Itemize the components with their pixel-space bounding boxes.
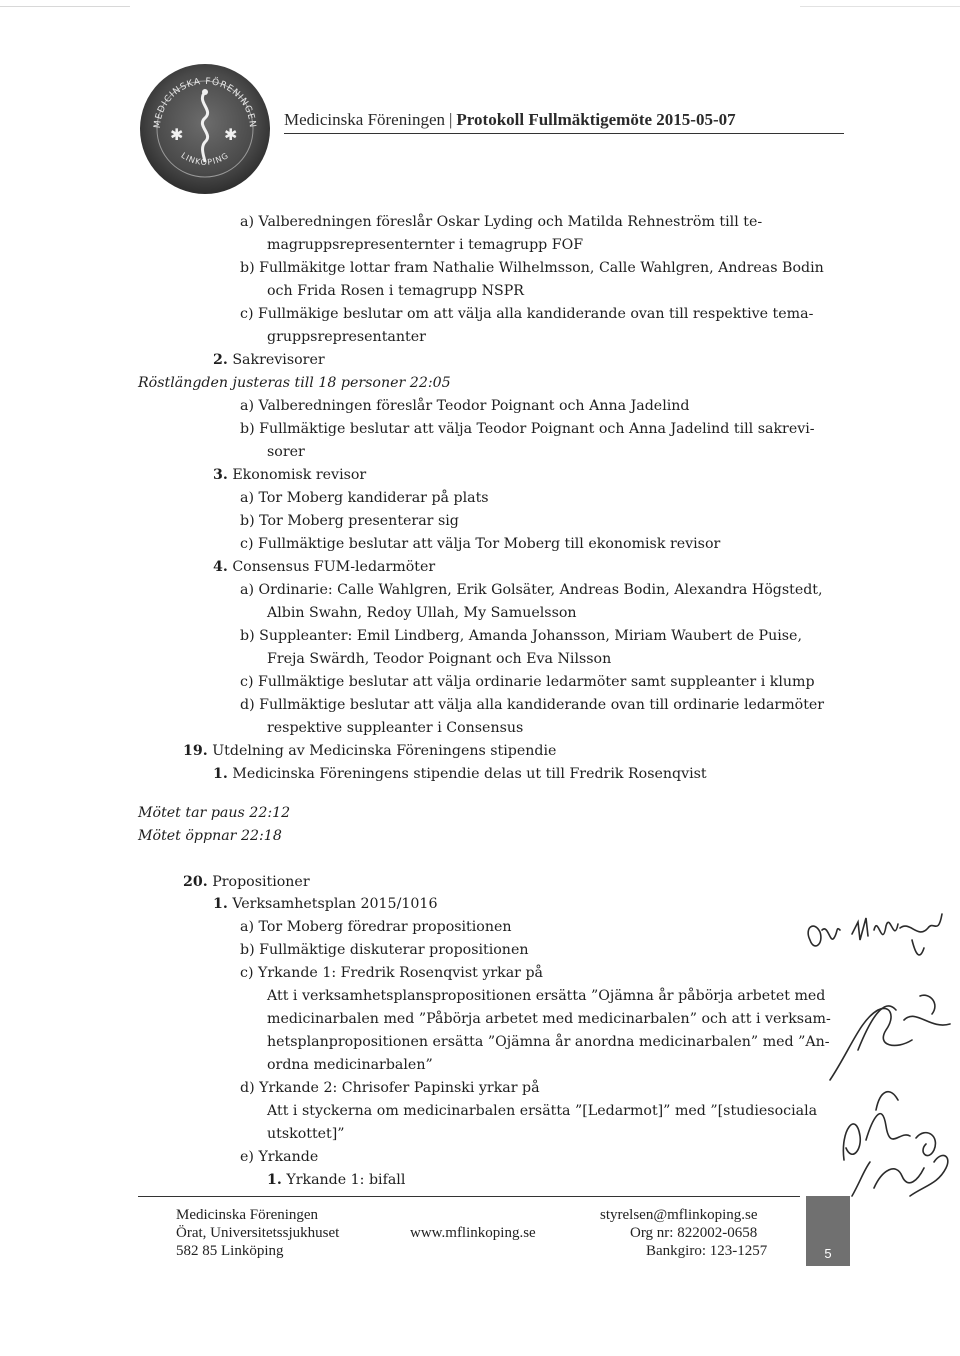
- protocol-line: [240, 511, 459, 531]
- session-note: [138, 373, 451, 393]
- header-org: Medicinska Föreningen: [284, 110, 445, 129]
- line-text: e) Yrkande: [240, 1149, 319, 1165]
- item-number: 1.: [213, 896, 228, 912]
- session-note: [138, 803, 290, 823]
- line-text: Medicinska Föreningens stipendie delas ut till Fredrik Rosenqvist: [232, 766, 707, 782]
- protocol-line: [240, 940, 528, 960]
- line-text: a) Valberedningen föreslår Teodor Poignant och Anna Jadelind: [240, 398, 690, 414]
- line-text: sorer: [267, 444, 305, 460]
- line-text: Sakrevisorer: [232, 352, 325, 368]
- footer-rule: [138, 1196, 800, 1197]
- protocol-line: [240, 580, 823, 600]
- line-text: a) Valberedningen föreslår Oskar Lyding och Matilda Rehneström till te-: [240, 214, 763, 230]
- line-text: c) Fullmäktige beslutar att välja Tor Moberg till ekonomisk revisor: [240, 536, 721, 552]
- line-text: Yrkande 1: bifall: [286, 1172, 406, 1188]
- protocol-line: [240, 258, 824, 278]
- header-separator: |: [449, 110, 453, 129]
- protocol-line: [213, 465, 366, 485]
- protocol-line: [267, 1032, 830, 1052]
- footer-org-number: Org nr: 822002-0658: [630, 1225, 758, 1241]
- line-text: d) Yrkande 2: Chrisofer Papinski yrkar på: [240, 1080, 540, 1096]
- line-text: a) Tor Moberg föredrar propositionen: [240, 919, 512, 935]
- top-edge-line: [0, 6, 130, 7]
- protocol-line: [213, 894, 437, 914]
- line-text: c) Fullmäktige beslutar att välja ordinarie ledarmöter samt suppleanter i klump: [240, 674, 815, 690]
- protocol-line: [240, 1078, 540, 1098]
- line-text: b) Fullmäktige diskuterar propositionen: [240, 942, 529, 958]
- logo-text-top: MEDICINSKA FÖRENINGEN: [152, 76, 258, 129]
- footer-org-name: Medicinska Föreningen: [176, 1207, 319, 1223]
- line-text: Röstlängden justeras till 18 personer 22:05: [138, 375, 451, 391]
- footer-website-link[interactable]: www.mflinkoping.se: [410, 1225, 536, 1241]
- line-text: Att i styckerna om medicinarbalen ersätta ”[Ledarmot]” med ”[studiesociala: [267, 1103, 818, 1119]
- line-text: och Frida Rosen i temagrupp NSPR: [267, 283, 524, 299]
- logo-text-bottom: LINKÖPING: [179, 150, 231, 167]
- svg-text:✱: ✱: [170, 125, 184, 144]
- protocol-line: [240, 488, 489, 508]
- protocol-line: [240, 212, 762, 232]
- line-text: Att i verksamhetsplanspropositionen ersätta ”Ojämna år påbörja arbetet med: [267, 988, 826, 1004]
- protocol-line: [267, 649, 611, 669]
- line-text: respektive suppleanter i Consensus: [267, 720, 524, 736]
- protocol-line: [240, 917, 512, 937]
- item-number: 3.: [213, 467, 228, 483]
- protocol-line: [240, 396, 690, 416]
- protocol-line: [267, 281, 524, 301]
- line-text: Propositioner: [212, 874, 310, 890]
- protocol-line: [267, 718, 523, 738]
- item-number: 4.: [213, 559, 228, 575]
- protocol-line: [213, 350, 325, 370]
- protocol-line: [213, 764, 707, 784]
- handwritten-signatures: [800, 900, 958, 1200]
- line-text: Utdelning av Medicinska Föreningens stipendie: [212, 743, 557, 759]
- header-title: Protokoll Fullmäktigemöte 2015-05-07: [456, 110, 736, 129]
- line-text: b) Fullmäktige beslutar att välja Teodor Poignant och Anna Jadelind till sakrevi-: [240, 421, 815, 437]
- protocol-line: [240, 304, 813, 324]
- footer-email-link[interactable]: styrelsen@mflinkoping.se: [600, 1207, 758, 1223]
- line-text: Ekonomisk revisor: [232, 467, 367, 483]
- line-text: hetsplanpropositionen ersätta ”Ojämna år anordna medicinarbalen” med ”An-: [267, 1034, 830, 1050]
- line-text: b) Tor Moberg presenterar sig: [240, 513, 459, 529]
- line-text: a) Tor Moberg kandiderar på plats: [240, 490, 489, 506]
- line-text: a) Ordinarie: Calle Wahlgren, Erik Golsäter, Andreas Bodin, Alexandra Högstedt,: [240, 582, 823, 598]
- line-text: b) Fullmäkitge lottar fram Nathalie Wilhelmsson, Calle Wahlgren, Andreas Bodin: [240, 260, 824, 276]
- line-text: c) Fullmäkige beslutar om att välja alla kandiderande ovan till respektive tema-: [240, 306, 814, 322]
- footer-address: Örat, Universitetssjukhuset: [176, 1225, 340, 1241]
- line-text: b) Suppleanter: Emil Lindberg, Amanda Johansson, Miriam Waubert de Puise,: [240, 628, 802, 644]
- protocol-line: [240, 534, 720, 554]
- page-header: [284, 110, 736, 130]
- protocol-line: [240, 626, 802, 646]
- page-number: 5: [824, 1246, 832, 1261]
- footer-bankgiro: Bankgiro: 123-1257: [646, 1243, 768, 1259]
- line-text: c) Yrkande 1: Fredrik Rosenqvist yrkar på: [240, 965, 544, 981]
- line-text: Albin Swahn, Redoy Ullah, My Samuelsson: [267, 605, 577, 621]
- protocol-line: [267, 603, 577, 623]
- protocol-line: [267, 986, 825, 1006]
- item-number: 1.: [213, 766, 228, 782]
- protocol-line: [267, 1124, 345, 1144]
- line-text: d) Fullmäktige beslutar att välja alla kandiderande ovan till ordinarie ledarmöter: [240, 697, 825, 713]
- line-text: ordna medicinarbalen”: [267, 1057, 433, 1073]
- line-text: Mötet tar paus 22:12: [138, 805, 291, 821]
- svg-text:✱: ✱: [224, 125, 238, 144]
- protocol-line: [213, 557, 435, 577]
- line-text: gruppsrepresentanter: [267, 329, 426, 345]
- protocol-line: [240, 963, 543, 983]
- session-note: [138, 826, 282, 846]
- protocol-line: [267, 327, 426, 347]
- line-text: magruppsrepresenternter i temagrupp FOF: [267, 237, 584, 253]
- protocol-line: [267, 1170, 405, 1190]
- line-text: medicinarbalen med ”Påbörja arbetet med medicinarbalen” och att i verksam-: [267, 1011, 831, 1027]
- line-text: Mötet öppnar 22:18: [138, 828, 282, 844]
- line-text: utskottet]”: [267, 1126, 345, 1142]
- line-text: Consensus FUM-ledarmöter: [232, 559, 436, 575]
- item-number: 19.: [183, 743, 208, 759]
- protocol-line: [240, 419, 815, 439]
- line-text: Freja Swärdh, Teodor Poignant och Eva Nilsson: [267, 651, 612, 667]
- protocol-line: [267, 442, 305, 462]
- protocol-line: [267, 235, 583, 255]
- item-number: 2.: [213, 352, 228, 368]
- line-text: Verksamhetsplan 2015/1016: [232, 896, 438, 912]
- protocol-line: [267, 1009, 831, 1029]
- item-number: 20.: [183, 874, 208, 890]
- item-number: 1.: [267, 1172, 282, 1188]
- header-rule: [284, 133, 844, 134]
- protocol-line: [240, 695, 824, 715]
- protocol-line: [267, 1055, 433, 1075]
- protocol-line: [183, 741, 556, 761]
- protocol-line: [240, 672, 815, 692]
- association-logo: [138, 62, 272, 196]
- protocol-line: [240, 1147, 318, 1167]
- footer-postal: 582 85 Linköping: [176, 1243, 284, 1259]
- protocol-line: [267, 1101, 817, 1121]
- top-edge-line: [800, 6, 960, 7]
- protocol-line: [183, 872, 310, 892]
